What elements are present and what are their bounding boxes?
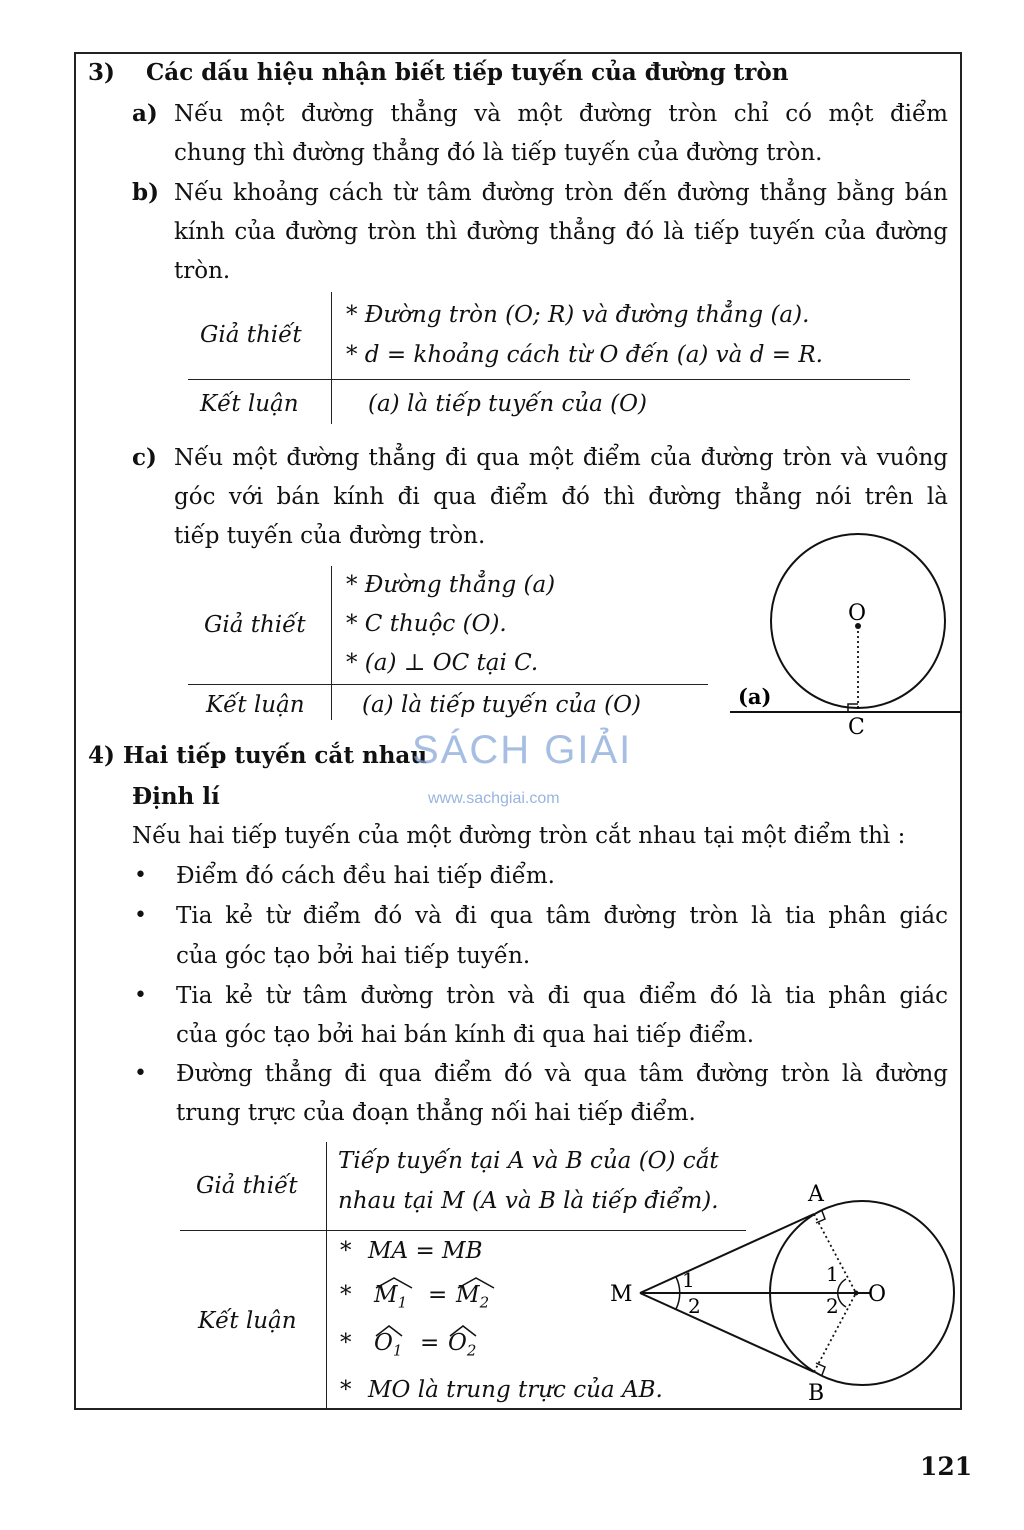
table-b-divider-h — [188, 379, 910, 380]
angle-m1: 1 — [682, 1268, 695, 1292]
item-c-line3: tiếp tuyến của đường tròn. — [174, 523, 486, 549]
table-b-divider-v — [331, 292, 332, 424]
concl-2-right-letter: M — [456, 1282, 480, 1308]
table-c-hyp-label: Giả thiết — [204, 612, 306, 638]
hat-icon — [456, 1276, 496, 1290]
hat-icon — [374, 1324, 404, 1338]
table-4-divider-v — [326, 1142, 327, 1409]
concl-3-star: * — [340, 1330, 352, 1356]
bullet-1-mark: • — [134, 863, 147, 888]
bullet-3-line2: của góc tạo bởi hai bán kính đi qua hai tiếp điểm. — [176, 1022, 755, 1048]
concl-1-star: * — [340, 1238, 352, 1264]
concl-3-right-letter: O — [448, 1330, 467, 1356]
label-o: O — [868, 1282, 887, 1307]
tangent-figure-c — [730, 530, 962, 740]
concl-2-star: * — [340, 1282, 352, 1308]
concl-2-right-sub: 2 — [479, 1293, 490, 1312]
bullet-3-mark: • — [134, 983, 147, 1008]
watermark-url: www.sachgiai.com — [428, 790, 560, 807]
item-a-line2: chung thì đường thẳng đó là tiếp tuyến của đường tròn. — [174, 140, 823, 166]
concl-2-left-sub: 1 — [397, 1293, 408, 1312]
tangent-ma — [640, 1214, 814, 1293]
table-b-concl: (a) là tiếp tuyến của (O) — [368, 391, 647, 417]
label-a: (a) — [738, 684, 772, 709]
bullet-4-mark: • — [134, 1061, 147, 1086]
table-c-hyp3: * (a) ⊥ OC tại C. — [346, 650, 539, 676]
table-b-hyp2: * d = khoảng cách từ O đến (a) và d = R. — [346, 342, 823, 368]
point-o — [854, 1291, 859, 1296]
theorem-title: Định lí — [132, 783, 220, 810]
bullet-4-line2: trung trực của đoạn thẳng nối hai tiếp điểm. — [176, 1100, 696, 1126]
item-b-line1: Nếu khoảng cách từ tâm đường tròn đến đường thẳng bằng bán — [174, 180, 948, 206]
theorem-intro: Nếu hai tiếp tuyến của một đường tròn cắt nhau tại một điểm thì : — [132, 823, 906, 849]
concl-3-right — [448, 1328, 476, 1366]
hat-icon — [448, 1324, 478, 1338]
concl-3-eq: = — [420, 1330, 440, 1356]
bullet-2-mark: • — [134, 903, 147, 928]
watermark — [400, 720, 640, 820]
item-b-line2: kính của đường tròn thì đường thẳng đó là tiếp tuyến của đường — [174, 219, 948, 245]
item-a-label: a) — [132, 100, 158, 127]
table-c-divider-h — [188, 684, 708, 685]
angle-o1: 1 — [826, 1262, 839, 1286]
item-c-line2: góc với bán kính đi qua điểm đó thì đường thẳng nói trên là — [174, 484, 948, 510]
concl-2-eq: = — [428, 1282, 448, 1308]
label-b: B — [808, 1381, 825, 1406]
label-a: A — [808, 1182, 824, 1207]
concl-3-right-sub: 2 — [466, 1341, 477, 1360]
table-b-concl-label: Kết luận — [200, 391, 299, 417]
bullet-1-line1: Điểm đó cách đều hai tiếp điểm. — [176, 863, 555, 889]
item-b-line3: tròn. — [174, 258, 231, 284]
concl-3-left — [374, 1328, 402, 1366]
label-c: C — [848, 715, 865, 740]
table-b-hyp1: * Đường tròn (O; R) và đường thẳng (a). — [346, 302, 810, 328]
table-4-hyp1: Tiếp tuyến tại A và B của (O) cắt — [338, 1148, 719, 1174]
page-number: 121 — [920, 1452, 973, 1481]
concl-2-right — [456, 1280, 489, 1318]
table-4-hyp-label: Giả thiết — [196, 1173, 298, 1199]
concl-4-star: * — [340, 1377, 352, 1403]
angle-m2: 2 — [688, 1294, 701, 1318]
bullet-2-line1: Tia kẻ từ điểm đó và đi qua tâm đường tròn là tia phân giác — [176, 903, 948, 929]
angle-o2: 2 — [826, 1294, 839, 1318]
section3-heading: Các dấu hiệu nhận biết tiếp tuyến của đường tròn — [146, 59, 789, 86]
concl-1: MA = MB — [368, 1238, 483, 1264]
section4-heading: 4) Hai tiếp tuyến cắt nhau — [88, 742, 428, 769]
tangent-mb — [640, 1293, 814, 1372]
bullet-3-line1: Tia kẻ từ tâm đường tròn và đi qua điểm đó là tia phân giác — [176, 983, 948, 1009]
item-c-line1: Nếu một đường thẳng đi qua một điểm của đường tròn và vuông — [174, 445, 948, 471]
item-a-line1: Nếu một đường thẳng và một đường tròn chỉ có một điểm — [174, 101, 948, 127]
table-c-divider-v — [331, 566, 332, 720]
section3-number: 3) — [88, 59, 115, 86]
label-o: O — [848, 601, 867, 626]
item-b-label: b) — [132, 179, 159, 206]
table-c-concl-label: Kết luận — [206, 692, 305, 718]
table-c-hyp2: * C thuộc (O). — [346, 611, 507, 637]
table-c-concl: (a) là tiếp tuyến của (O) — [362, 692, 641, 718]
table-c-hyp1: * Đường thẳng (a) — [346, 572, 556, 598]
label-m: M — [610, 1282, 633, 1307]
watermark-logo: SÁCH GIẢI — [412, 728, 633, 772]
concl-3-left-sub: 1 — [392, 1341, 403, 1360]
concl-2-left — [374, 1280, 407, 1318]
table-4-hyp2: nhau tại M (A và B là tiếp điểm). — [338, 1188, 719, 1214]
concl-2-left-letter: M — [374, 1282, 398, 1308]
hat-icon — [374, 1276, 414, 1290]
table-b-hyp-label: Giả thiết — [200, 322, 302, 348]
bullet-4-line1: Đường thẳng đi qua điểm đó và qua tâm đường tròn là đường — [176, 1061, 948, 1087]
concl-4: MO là trung trực của AB. — [368, 1377, 663, 1403]
table-4-concl-label: Kết luận — [198, 1308, 297, 1334]
concl-3-left-letter: O — [374, 1330, 393, 1356]
item-c-label: c) — [132, 444, 157, 471]
bullet-2-line2: của góc tạo bởi hai tiếp tuyến. — [176, 943, 531, 969]
two-tangents-figure — [600, 1175, 962, 1407]
